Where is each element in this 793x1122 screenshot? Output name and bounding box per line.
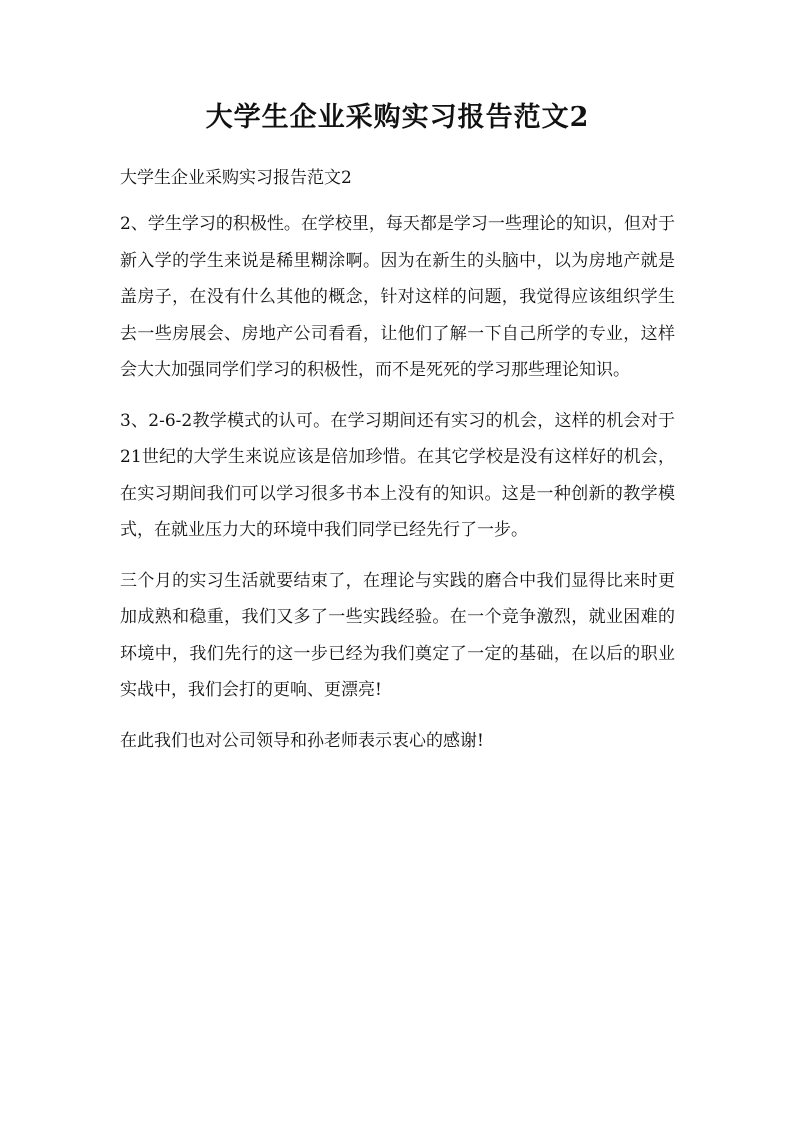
paragraph-internship-summary: 三个月的实习生活就要结束了，在理论与实践的磨合中我们显得比来时更加成熟和稳重，我们又多了一些实践经验。在一个竞争激烈，就业困难的环境中，我们先行的这一步已经为我们奠定了一定的基础，在以后的职业实战中，我们会打的更响、更漂亮! — [120, 570, 675, 700]
paragraph-thanks: 在此我们也对公司领导和孙老师表示衷心的感谢! — [120, 730, 484, 751]
paragraph-teaching-mode: 3、2-6-2教学模式的认可。在学习期间还有实习的机会，这样的机会对于21世纪的大学生来说应该是倍加珍惜。在其它学校是没有这样好的机会，在实习期间我们可以学习很多书本上没有的知识。这是一种创新的教学模式，在就业压力大的环境中我们同学已经先行了一步。 — [120, 410, 675, 540]
paragraph-student-motivation: 2、学生学习的积极性。在学校里，每天都是学习一些理论的知识，但对于新入学的学生来说是稀里糊涂啊。因为在新生的头脑中，以为房地产就是盖房子，在没有什么其他的概念，针对这样的问题，我觉得应该组织学生去一些房展会、房地产公司看看，让他们了解一下自己所学的专业，这样会大大加强同学们学习的积极性，而不是死死的学习那些理论知识。 — [120, 214, 675, 380]
document-title: 大学生企业采购实习报告范文2 — [205, 102, 590, 133]
document-subtitle: 大学生企业采购实习报告范文2 — [120, 168, 352, 188]
